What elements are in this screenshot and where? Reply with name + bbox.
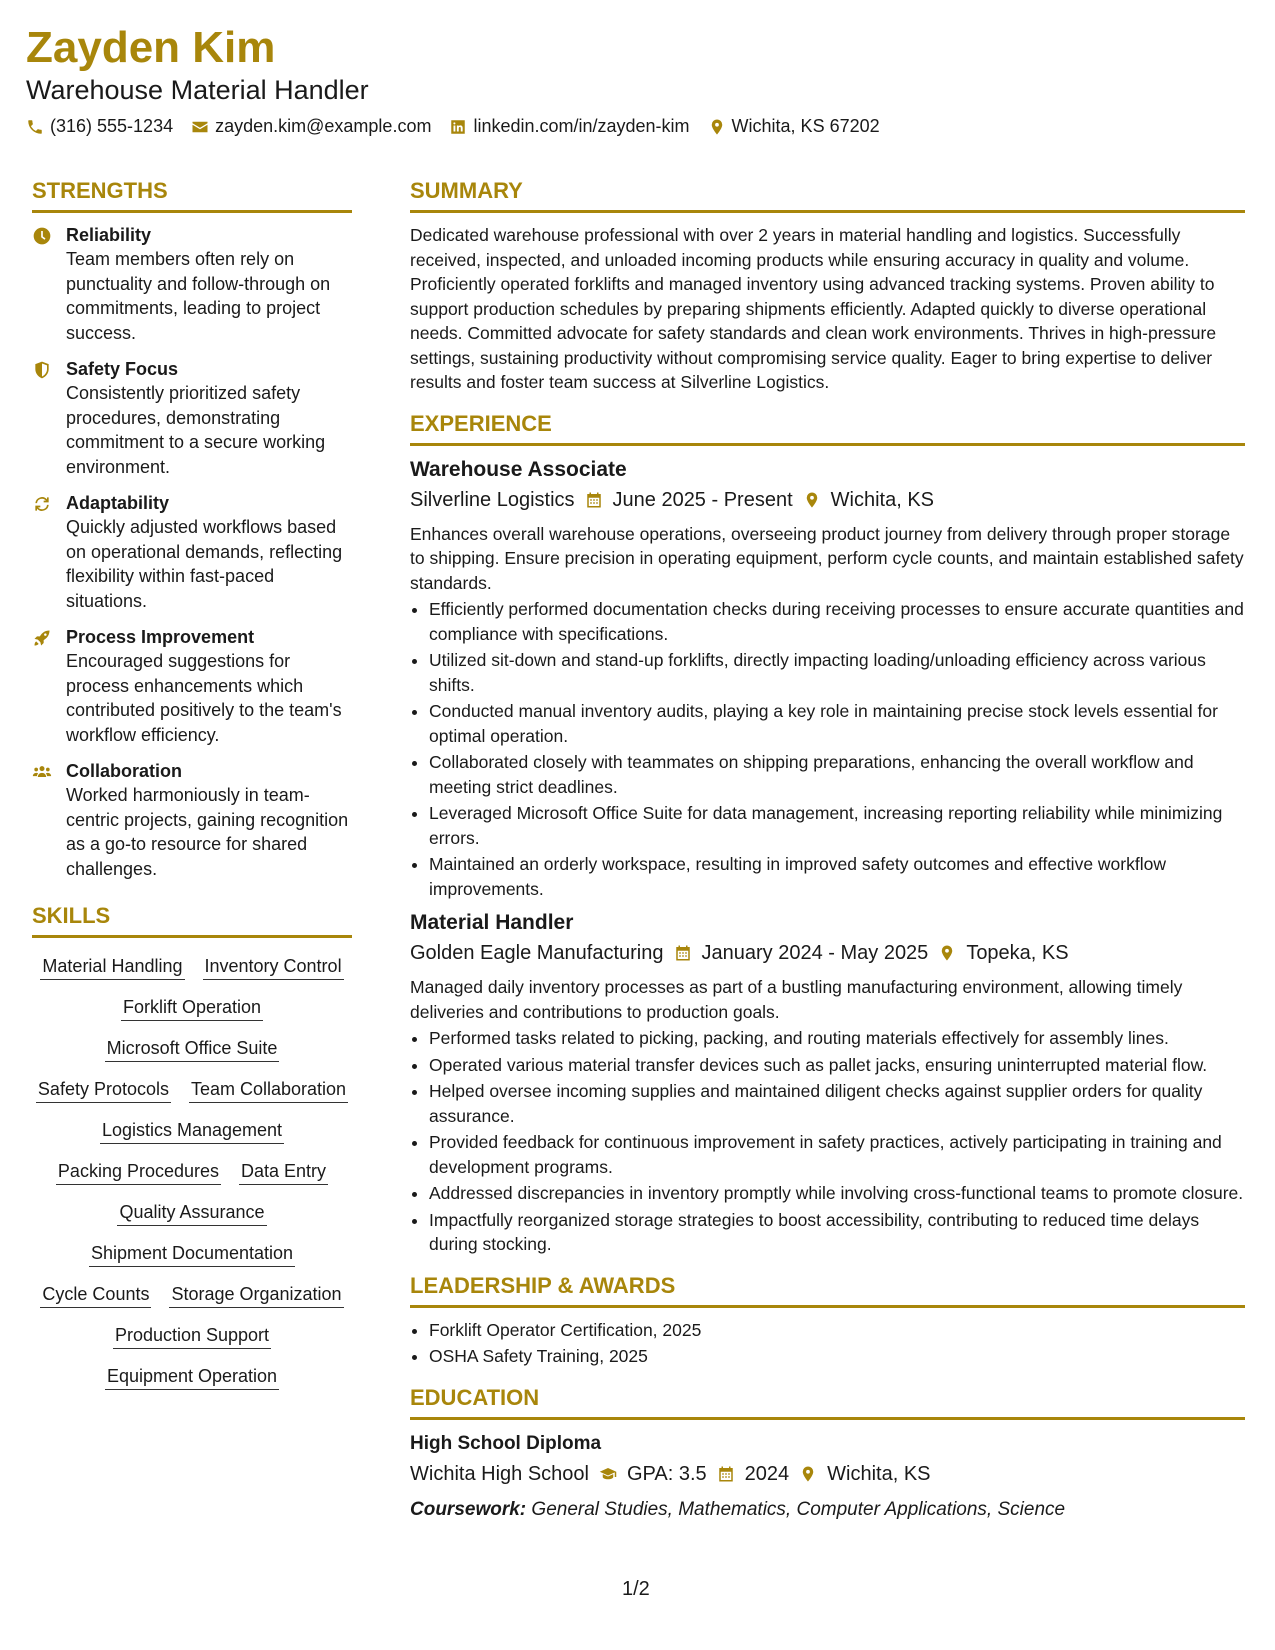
skill-tag: Safety Protocols [36, 1077, 171, 1103]
list-item: • Performed tasks related to picking, packing, and routing materials effectively for assembly lines. [429, 1026, 1245, 1051]
coursework-line [410, 1496, 1245, 1524]
strength-name: Reliability [66, 225, 152, 245]
job-bullets [410, 1026, 1245, 1257]
strength-desc: Worked harmoniously in team-centric projects, gaining recognition as a go-to resource for shared challenges. [66, 785, 349, 879]
skill-tag: Production Support [113, 1323, 271, 1349]
candidate-name: Zayden Kim [26, 23, 276, 72]
sync-icon [32, 493, 52, 515]
skill-tag: Shipment Documentation [89, 1241, 295, 1267]
rocket-icon [32, 627, 52, 649]
list-item: • Addressed discrepancies in inventory promptly while involving cross-functional teams to promote closure. [429, 1181, 1245, 1206]
gpa-text: GPA: 3.5 [626, 1462, 707, 1485]
map-pin-icon [938, 944, 956, 962]
users-icon [32, 761, 52, 783]
company-name: Silverline Logistics [410, 488, 575, 511]
job-location: Topeka, KS [966, 942, 1069, 964]
strength-desc: Consistently prioritized safety procedures, demonstrating commitment to a secure working environment. [66, 383, 326, 477]
strength-item [32, 759, 352, 881]
skill-tag: Logistics Management [100, 1118, 284, 1144]
strengths-heading: STRENGTHS [32, 178, 168, 203]
shield-icon [32, 359, 52, 381]
skill-tag: Inventory Control [203, 954, 344, 980]
strength-name: Collaboration [66, 761, 182, 781]
envelope-icon [191, 118, 209, 136]
contact-linkedin[interactable] [449, 116, 689, 137]
job-dates: June 2025 - Present [612, 488, 793, 511]
section-divider [410, 1305, 1245, 1308]
list-item: • Leveraged Microsoft Office Suite for data management, increasing reporting reliability while minimizing errors. [429, 801, 1245, 850]
experience-heading: EXPERIENCE [410, 410, 552, 436]
location-text: Wichita, KS 67202 [731, 116, 880, 136]
contact-phone[interactable] [26, 116, 173, 137]
job-description: Enhances overall warehouse operations, overseeing product journey from delivery through proper storage to shipping. Ensure precision in operating equipment, perform cycle counts, and maintain established safety standards. [410, 523, 1244, 593]
skill-tag: Cycle Counts [40, 1282, 151, 1308]
job-entry [410, 909, 1245, 1257]
list-item: • OSHA Safety Training, 2025 [429, 1344, 1245, 1369]
skill-tag: Storage Organization [169, 1282, 343, 1308]
list-item: • Collaborated closely with teammates on shipping preparations, enhancing the overall workflow and meeting strict deadlines. [429, 750, 1245, 799]
strength-item [32, 625, 352, 747]
education-heading: EDUCATION [410, 1384, 540, 1410]
left-column [32, 178, 352, 1390]
awards-heading: LEADERSHIP & AWARDS [410, 1272, 676, 1298]
strength-name: Adaptability [66, 493, 170, 513]
clock-icon [32, 225, 52, 247]
candidate-title: Warehouse Material Handler [26, 75, 369, 105]
skills-heading: SKILLS [32, 903, 111, 928]
job-meta [410, 939, 1245, 967]
map-pin-icon [803, 491, 821, 509]
skill-tag: Equipment Operation [105, 1364, 279, 1390]
phone-text: (316) 555-1234 [50, 116, 174, 136]
calendar-icon [585, 491, 603, 509]
strength-item [32, 491, 352, 613]
skill-tag: Data Entry [239, 1159, 328, 1185]
strength-desc: Team members often rely on punctuality and follow-through on commitments, leading to project success. [66, 249, 331, 343]
calendar-icon [674, 944, 692, 962]
strength-name: Process Improvement [66, 627, 255, 647]
job-bullets [410, 597, 1245, 901]
linkedin-text: linkedin.com/in/zayden-kim [473, 116, 690, 136]
awards-list [410, 1318, 1245, 1369]
job-entry [410, 456, 1245, 902]
contact-email[interactable] [191, 116, 431, 137]
list-item: • Helped oversee incoming supplies and maintained diligent checks against supplier orders for quality assurance. [429, 1079, 1245, 1128]
summary-text: Dedicated warehouse professional with over 2 years in material handling and logistics. Successfully received, inspected, and unloaded incoming products while ensuring accuracy in quality and volume. Proficiently operated forklifts and managed inventory using advanced tracking systems. Proven ability to support production schedules by preparing shipments efficiently. Adapted quickly to diverse operational needs. Committed advocate for safety standards and clean work environments. Thrives in high-pressure settings, sustaining productivity without compromising service quality. Eager to bring expertise to deliver results and foster team success at Silverline Logistics. [410, 225, 1217, 392]
skills-list [32, 948, 352, 1390]
strength-item [32, 223, 352, 345]
email-text: zayden.kim@example.com [215, 116, 432, 136]
skill-tag: Team Collaboration [189, 1077, 348, 1103]
resume-header [26, 22, 1226, 137]
job-title: Material Handler [410, 911, 574, 934]
map-pin-icon [799, 1465, 817, 1483]
school-location: Wichita, KS [827, 1462, 931, 1485]
skill-tag: Packing Procedures [56, 1159, 221, 1185]
summary-heading: SUMMARY [410, 178, 523, 203]
section-divider [32, 935, 352, 938]
skill-tag: Material Handling [40, 954, 184, 980]
graduation-cap-icon [599, 1465, 617, 1483]
list-item: • Conducted manual inventory audits, playing a key role in maintaining precise stock levels essential for optimal operation. [429, 699, 1245, 748]
job-meta [410, 486, 1245, 514]
list-item: • Operated various material transfer devices such as pallet jacks, ensuring uninterrupted material flow. [429, 1053, 1245, 1078]
education-meta [410, 1460, 1245, 1488]
company-name: Golden Eagle Manufacturing [410, 942, 664, 964]
map-pin-icon [708, 118, 726, 136]
strength-desc: Quickly adjusted workflows based on operational demands, reflecting flexibility within fast-paced situations. [66, 517, 343, 611]
section-divider [32, 210, 352, 213]
job-title: Warehouse Associate [410, 457, 627, 481]
list-item: • Utilized sit-down and stand-up forklifts, directly impacting loading/unloading efficiency across various shifts. [429, 648, 1245, 697]
calendar-icon [717, 1465, 735, 1483]
list-item: • Maintained an orderly workspace, resulting in improved safety outcomes and effective workflow improvements. [429, 852, 1245, 901]
phone-icon [26, 118, 44, 136]
section-divider [410, 1417, 1245, 1420]
list-item: • Impactfully reorganized storage strategies to boost accessibility, contributing to reduced time delays during stocking. [429, 1208, 1245, 1257]
degree-title: High School Diploma [410, 1432, 602, 1454]
strength-name: Safety Focus [66, 359, 179, 379]
graduation-year: 2024 [744, 1462, 790, 1485]
list-item: • Forklift Operator Certification, 2025 [429, 1318, 1245, 1343]
school-name: Wichita High School [410, 1462, 589, 1485]
coursework-label: Coursework: [410, 1498, 527, 1520]
skill-tag: Quality Assurance [117, 1200, 266, 1226]
section-divider [410, 443, 1245, 446]
linkedin-icon [449, 118, 467, 136]
section-divider [410, 210, 1245, 213]
job-description: Managed daily inventory processes as part of a bustling manufacturing environment, allowing timely deliveries and contributions to production goals. [410, 977, 1183, 1022]
page-number: 1/2 [622, 1578, 650, 1600]
skill-tag: Microsoft Office Suite [105, 1036, 280, 1062]
right-column [410, 178, 1245, 1524]
contact-bar [26, 116, 1226, 137]
job-dates: January 2024 - May 2025 [701, 942, 929, 964]
list-item: • Efficiently performed documentation checks during receiving processes to ensure accurate quantities and compliance with specifications. [429, 597, 1245, 646]
skill-tag: Forklift Operation [121, 995, 263, 1021]
coursework-text: General Studies, Mathematics, Computer Applications, Science [531, 1498, 1066, 1520]
strength-desc: Encouraged suggestions for process enhancements which contributed positively to the team's workflow efficiency. [66, 651, 342, 745]
strength-item [32, 357, 352, 479]
list-item: • Provided feedback for continuous improvement in safety practices, actively participating in training and development programs. [429, 1130, 1245, 1179]
job-location: Wichita, KS [830, 488, 934, 511]
contact-location [708, 116, 880, 137]
